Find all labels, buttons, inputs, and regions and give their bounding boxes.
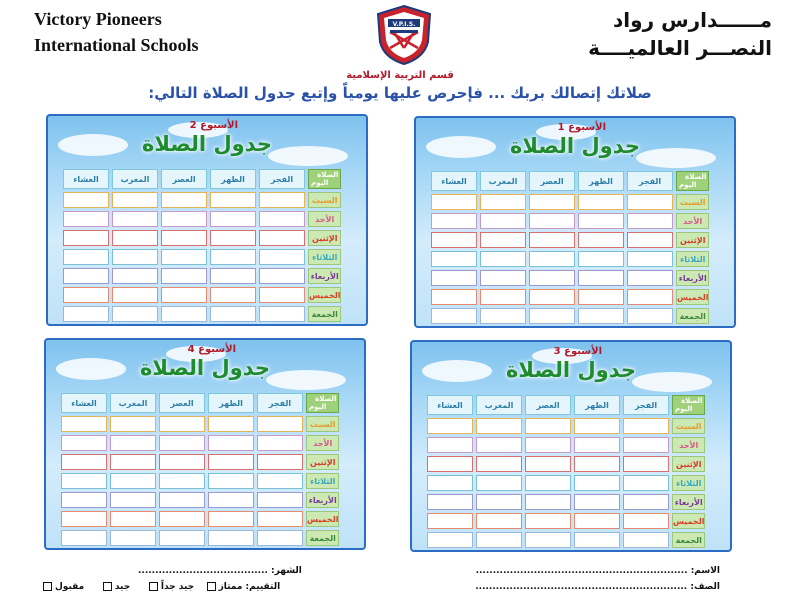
table-row: [431, 308, 709, 324]
prayer-header: العشاء: [63, 169, 109, 189]
prayer-header: العصر: [525, 395, 571, 415]
corner-cell: [676, 171, 709, 191]
prayer-check-cell[interactable]: [208, 473, 254, 489]
day-label: الإثنين: [672, 456, 705, 472]
prayer-check-cell[interactable]: [210, 287, 256, 303]
rating-very-good[interactable]: [146, 582, 194, 592]
logo-text: V.P.I.S.: [392, 21, 416, 28]
day-label: الثلاثاء: [308, 249, 341, 265]
prayer-check-cell[interactable]: [427, 456, 473, 472]
day-label: الأربعاء: [308, 268, 341, 284]
prayer-check-cell[interactable]: [208, 416, 254, 432]
prayer-check-cell[interactable]: [431, 232, 477, 248]
prayer-check-cell[interactable]: [61, 416, 107, 432]
prayer-check-cell[interactable]: [476, 532, 522, 548]
table-row: [61, 454, 339, 470]
prayer-check-cell[interactable]: [257, 492, 303, 508]
prayer-check-cell[interactable]: [623, 456, 669, 472]
day-label: الجمعة: [672, 532, 705, 548]
day-label: الأحد: [676, 213, 709, 229]
prayer-header: العصر: [529, 171, 575, 191]
corner-prayer-label: الصلاة: [317, 171, 339, 179]
prayer-check-cell[interactable]: [208, 530, 254, 546]
school-name-ar-line1: مــــــدارس رواد: [613, 8, 772, 32]
checkbox-icon[interactable]: [103, 582, 112, 591]
prayer-table-week-4: [44, 338, 366, 550]
prayer-check-cell[interactable]: [159, 416, 205, 432]
prayer-check-cell[interactable]: [208, 511, 254, 527]
prayer-check-cell[interactable]: [623, 532, 669, 548]
prayer-check-cell[interactable]: [112, 249, 158, 265]
prayer-check-cell[interactable]: [210, 230, 256, 246]
prayer-check-cell[interactable]: [427, 513, 473, 529]
prayer-check-cell[interactable]: [476, 513, 522, 529]
prayer-check-cell[interactable]: [476, 456, 522, 472]
prayer-check-cell[interactable]: [431, 308, 477, 324]
prayer-table-week-2: [46, 114, 368, 326]
corner-prayer-label: الصلاة: [315, 395, 337, 403]
week-label: الأسبوع 4: [187, 344, 236, 355]
day-label: الأحد: [672, 437, 705, 453]
prayer-check-cell[interactable]: [480, 308, 526, 324]
prayer-check-cell[interactable]: [110, 511, 156, 527]
prayer-check-cell[interactable]: [578, 251, 624, 267]
prayer-check-cell[interactable]: [259, 211, 305, 227]
table-row: [63, 192, 341, 208]
prayer-check-cell[interactable]: [159, 473, 205, 489]
prayer-header: المغرب: [480, 171, 526, 191]
school-name-arabic: [588, 6, 772, 62]
prayer-check-cell[interactable]: [257, 511, 303, 527]
prayer-check-cell[interactable]: [161, 268, 207, 284]
prayer-check-cell[interactable]: [476, 494, 522, 510]
prayer-check-cell[interactable]: [61, 511, 107, 527]
prayer-header: المغرب: [476, 395, 522, 415]
day-label: الجمعة: [306, 530, 339, 546]
corner-day-label: اليوم: [311, 179, 329, 187]
corner-day-label: اليوم: [309, 403, 327, 411]
prayer-grid: [58, 390, 342, 549]
table-row: [61, 511, 339, 527]
prayer-check-cell[interactable]: [574, 437, 620, 453]
prayer-check-cell[interactable]: [161, 306, 207, 322]
day-label: الثلاثاء: [676, 251, 709, 267]
prayer-check-cell[interactable]: [476, 418, 522, 434]
table-row: [431, 232, 709, 248]
prayer-check-cell[interactable]: [63, 306, 109, 322]
prayer-check-cell[interactable]: [529, 251, 575, 267]
day-label: الإثنين: [676, 232, 709, 248]
header-row: [63, 169, 341, 189]
prayer-check-cell[interactable]: [529, 232, 575, 248]
prayer-check-cell[interactable]: [623, 494, 669, 510]
prayer-check-cell[interactable]: [525, 456, 571, 472]
corner-prayer-label: الصلاة: [681, 397, 703, 405]
prayer-check-cell[interactable]: [161, 230, 207, 246]
prayer-check-cell[interactable]: [159, 435, 205, 451]
prayer-check-cell[interactable]: [63, 268, 109, 284]
table-row: [427, 418, 705, 434]
prayer-check-cell[interactable]: [259, 230, 305, 246]
day-label: الأربعاء: [306, 492, 339, 508]
prayer-check-cell[interactable]: [159, 530, 205, 546]
table-row: [431, 213, 709, 229]
week-label: الأسبوع 3: [553, 346, 602, 357]
prayer-check-cell[interactable]: [257, 416, 303, 432]
table-title: جدول الصلاة: [142, 132, 272, 156]
school-name-english: [34, 6, 199, 58]
prayer-check-cell[interactable]: [431, 251, 477, 267]
table-row: [431, 270, 709, 286]
prayer-check-cell[interactable]: [525, 437, 571, 453]
table-row: [61, 473, 339, 489]
table-row: [427, 437, 705, 453]
table-row: [63, 211, 341, 227]
corner-cell: [308, 169, 341, 189]
table-row: [63, 249, 341, 265]
prayer-check-cell[interactable]: [431, 270, 477, 286]
prayer-header: الظهر: [210, 169, 256, 189]
table-row: [427, 475, 705, 491]
rating-acceptable-label: مقبول: [55, 582, 85, 592]
prayer-check-cell[interactable]: [574, 513, 620, 529]
class-field[interactable]: الصف: ..............................................................: [475, 582, 720, 592]
prayer-check-cell[interactable]: [427, 532, 473, 548]
prayer-check-cell[interactable]: [623, 513, 669, 529]
prayer-check-cell[interactable]: [578, 213, 624, 229]
week-label: الأسبوع 2: [189, 120, 238, 131]
day-label: الأحد: [308, 211, 341, 227]
prayer-check-cell[interactable]: [208, 454, 254, 470]
prayer-check-cell[interactable]: [476, 475, 522, 491]
rating-acceptable[interactable]: [40, 582, 84, 592]
prayer-grid: [428, 168, 712, 327]
day-label: الخميس: [306, 511, 339, 527]
prayer-check-cell[interactable]: [63, 249, 109, 265]
prayer-check-cell[interactable]: [627, 251, 673, 267]
table-title: جدول الصلاة: [510, 134, 640, 158]
prayer-check-cell[interactable]: [578, 232, 624, 248]
corner-cell: [306, 393, 339, 413]
rating-good[interactable]: [100, 582, 130, 592]
prayer-check-cell[interactable]: [578, 270, 624, 286]
prayer-check-cell[interactable]: [63, 211, 109, 227]
checkbox-icon[interactable]: [207, 582, 216, 591]
day-label: الخميس: [672, 513, 705, 529]
prayer-check-cell[interactable]: [210, 192, 256, 208]
table-row: [63, 306, 341, 322]
table-row: [427, 532, 705, 548]
prayer-check-cell[interactable]: [161, 211, 207, 227]
prayer-grid: [60, 166, 344, 325]
prayer-check-cell[interactable]: [480, 289, 526, 305]
name-field[interactable]: الاسم: ..............................................................: [475, 566, 720, 576]
prayer-check-cell[interactable]: [578, 194, 624, 210]
table-row: [431, 194, 709, 210]
prayer-header: المغرب: [110, 393, 156, 413]
prayer-check-cell[interactable]: [161, 287, 207, 303]
prayer-check-cell[interactable]: [257, 530, 303, 546]
table-title: جدول الصلاة: [506, 358, 636, 382]
prayer-check-cell[interactable]: [61, 473, 107, 489]
rating-excellent[interactable]: [204, 582, 243, 592]
school-name-en-line1: Victory Pioneers: [34, 9, 162, 29]
department-label: قسم التربية الإسلامية: [346, 70, 454, 81]
prayer-check-cell[interactable]: [529, 213, 575, 229]
prayer-check-cell[interactable]: [112, 306, 158, 322]
corner-cell: [672, 395, 705, 415]
corner-prayer-label: الصلاة: [685, 173, 707, 181]
prayer-header: العشاء: [61, 393, 107, 413]
prayer-check-cell[interactable]: [529, 194, 575, 210]
prayer-header: الظهر: [208, 393, 254, 413]
prayer-check-cell[interactable]: [110, 473, 156, 489]
prayer-check-cell[interactable]: [259, 287, 305, 303]
prayer-check-cell[interactable]: [578, 308, 624, 324]
table-row: [63, 287, 341, 303]
prayer-check-cell[interactable]: [480, 194, 526, 210]
prayer-check-cell[interactable]: [61, 435, 107, 451]
prayer-check-cell[interactable]: [161, 192, 207, 208]
prayer-check-cell[interactable]: [161, 249, 207, 265]
prayer-check-cell[interactable]: [574, 418, 620, 434]
prayer-check-cell[interactable]: [525, 418, 571, 434]
prayer-check-cell[interactable]: [525, 532, 571, 548]
day-label: الأحد: [306, 435, 339, 451]
day-label: الأربعاء: [672, 494, 705, 510]
prayer-check-cell[interactable]: [574, 475, 620, 491]
prayer-check-cell[interactable]: [63, 192, 109, 208]
prayer-header: العصر: [159, 393, 205, 413]
table-row: [427, 494, 705, 510]
prayer-grid: [424, 392, 708, 551]
prayer-check-cell[interactable]: [257, 473, 303, 489]
prayer-check-cell[interactable]: [427, 475, 473, 491]
day-label: الإثنين: [308, 230, 341, 246]
table-title: جدول الصلاة: [140, 356, 270, 380]
prayer-check-cell[interactable]: [210, 211, 256, 227]
prayer-check-cell[interactable]: [110, 530, 156, 546]
prayer-check-cell[interactable]: [159, 454, 205, 470]
prayer-check-cell[interactable]: [627, 232, 673, 248]
prayer-check-cell[interactable]: [159, 511, 205, 527]
prayer-check-cell[interactable]: [574, 494, 620, 510]
rating-excellent-label: ممتاز: [218, 582, 243, 592]
table-row: [63, 230, 341, 246]
prayer-check-cell[interactable]: [61, 454, 107, 470]
prayer-check-cell[interactable]: [61, 530, 107, 546]
day-label: السبت: [306, 416, 339, 432]
prayer-check-cell[interactable]: [61, 492, 107, 508]
prayer-check-cell[interactable]: [259, 249, 305, 265]
prayer-check-cell[interactable]: [627, 194, 673, 210]
prayer-header: الفجر: [257, 393, 303, 413]
prayer-header: العصر: [161, 169, 207, 189]
prayer-check-cell[interactable]: [574, 532, 620, 548]
prayer-check-cell[interactable]: [578, 289, 624, 305]
day-label: الأربعاء: [676, 270, 709, 286]
prayer-check-cell[interactable]: [110, 435, 156, 451]
prayer-check-cell[interactable]: [257, 435, 303, 451]
rating-very-good-label: جيد جداً: [160, 582, 195, 592]
day-label: الخميس: [676, 289, 709, 305]
prayer-check-cell[interactable]: [480, 251, 526, 267]
table-row: [431, 251, 709, 267]
prayer-header: الظهر: [574, 395, 620, 415]
prayer-check-cell[interactable]: [427, 418, 473, 434]
header-row: [431, 171, 709, 191]
prayer-check-cell[interactable]: [112, 268, 158, 284]
prayer-check-cell[interactable]: [110, 416, 156, 432]
prayer-check-cell[interactable]: [208, 435, 254, 451]
school-name-ar-line2: النصـــر العالميــــة: [588, 36, 772, 60]
day-label: الثلاثاء: [672, 475, 705, 491]
checkbox-icon[interactable]: [149, 582, 158, 591]
prayer-check-cell[interactable]: [627, 289, 673, 305]
prayer-check-cell[interactable]: [63, 230, 109, 246]
prayer-check-cell[interactable]: [259, 192, 305, 208]
prayer-check-cell[interactable]: [529, 289, 575, 305]
table-row: [61, 492, 339, 508]
week-label: الأسبوع 1: [557, 122, 606, 133]
prayer-header: العشاء: [427, 395, 473, 415]
rating-good-label: جيد: [114, 582, 131, 592]
prayer-check-cell[interactable]: [480, 270, 526, 286]
table-row: [63, 268, 341, 284]
prayer-check-cell[interactable]: [623, 475, 669, 491]
prayer-check-cell[interactable]: [627, 213, 673, 229]
prayer-check-cell[interactable]: [529, 308, 575, 324]
day-label: الجمعة: [308, 306, 341, 322]
prayer-check-cell[interactable]: [525, 475, 571, 491]
table-row: [427, 513, 705, 529]
day-label: الإثنين: [306, 454, 339, 470]
prayer-check-cell[interactable]: [525, 494, 571, 510]
slogan: صلاتك إتصالك بربك ... فإحرص عليها يومياً وإتبع جدول الصلاة التالي:: [148, 84, 652, 102]
prayer-check-cell[interactable]: [112, 287, 158, 303]
table-row: [427, 456, 705, 472]
prayer-check-cell[interactable]: [431, 194, 477, 210]
prayer-check-cell[interactable]: [431, 213, 477, 229]
prayer-check-cell[interactable]: [476, 437, 522, 453]
day-label: الجمعة: [676, 308, 709, 324]
table-row: [61, 530, 339, 546]
prayer-check-cell[interactable]: [525, 513, 571, 529]
prayer-check-cell[interactable]: [112, 211, 158, 227]
prayer-check-cell[interactable]: [112, 230, 158, 246]
corner-day-label: اليوم: [679, 181, 697, 189]
day-label: السبت: [308, 192, 341, 208]
month-field[interactable]: الشهر: ......................................: [138, 566, 302, 576]
prayer-table-week-3: [410, 340, 732, 552]
prayer-check-cell[interactable]: [623, 437, 669, 453]
prayer-check-cell[interactable]: [427, 494, 473, 510]
prayer-check-cell[interactable]: [529, 270, 575, 286]
prayer-check-cell[interactable]: [210, 306, 256, 322]
prayer-check-cell[interactable]: [208, 492, 254, 508]
prayer-header: الفجر: [627, 171, 673, 191]
day-label: الخميس: [308, 287, 341, 303]
prayer-table-week-1: [414, 116, 736, 328]
prayer-check-cell[interactable]: [480, 213, 526, 229]
prayer-check-cell[interactable]: [574, 456, 620, 472]
prayer-check-cell[interactable]: [259, 306, 305, 322]
checkbox-icon[interactable]: [43, 582, 52, 591]
prayer-header: الظهر: [578, 171, 624, 191]
prayer-check-cell[interactable]: [63, 287, 109, 303]
rating-label: التقييم:: [245, 582, 281, 592]
corner-day-label: اليوم: [675, 405, 693, 413]
prayer-check-cell[interactable]: [210, 268, 256, 284]
prayer-check-cell[interactable]: [257, 454, 303, 470]
prayer-header: المغرب: [112, 169, 158, 189]
prayer-check-cell[interactable]: [159, 492, 205, 508]
prayer-header: الفجر: [259, 169, 305, 189]
header-row: [427, 395, 705, 415]
table-row: [61, 435, 339, 451]
header-row: [61, 393, 339, 413]
prayer-check-cell[interactable]: [110, 492, 156, 508]
prayer-header: العشاء: [431, 171, 477, 191]
prayer-check-cell[interactable]: [431, 289, 477, 305]
prayer-check-cell[interactable]: [427, 437, 473, 453]
table-row: [61, 416, 339, 432]
prayer-check-cell[interactable]: [112, 192, 158, 208]
school-name-en-line2: International Schools: [34, 35, 199, 55]
prayer-check-cell[interactable]: [627, 270, 673, 286]
prayer-check-cell[interactable]: [210, 249, 256, 265]
day-label: السبت: [672, 418, 705, 434]
prayer-check-cell[interactable]: [110, 454, 156, 470]
prayer-check-cell[interactable]: [627, 308, 673, 324]
prayer-check-cell[interactable]: [259, 268, 305, 284]
rating-row: [40, 582, 280, 592]
table-row: [431, 289, 709, 305]
prayer-check-cell[interactable]: [623, 418, 669, 434]
prayer-header: الفجر: [623, 395, 669, 415]
day-label: السبت: [676, 194, 709, 210]
day-label: الثلاثاء: [306, 473, 339, 489]
prayer-check-cell[interactable]: [480, 232, 526, 248]
school-logo: [374, 4, 434, 66]
